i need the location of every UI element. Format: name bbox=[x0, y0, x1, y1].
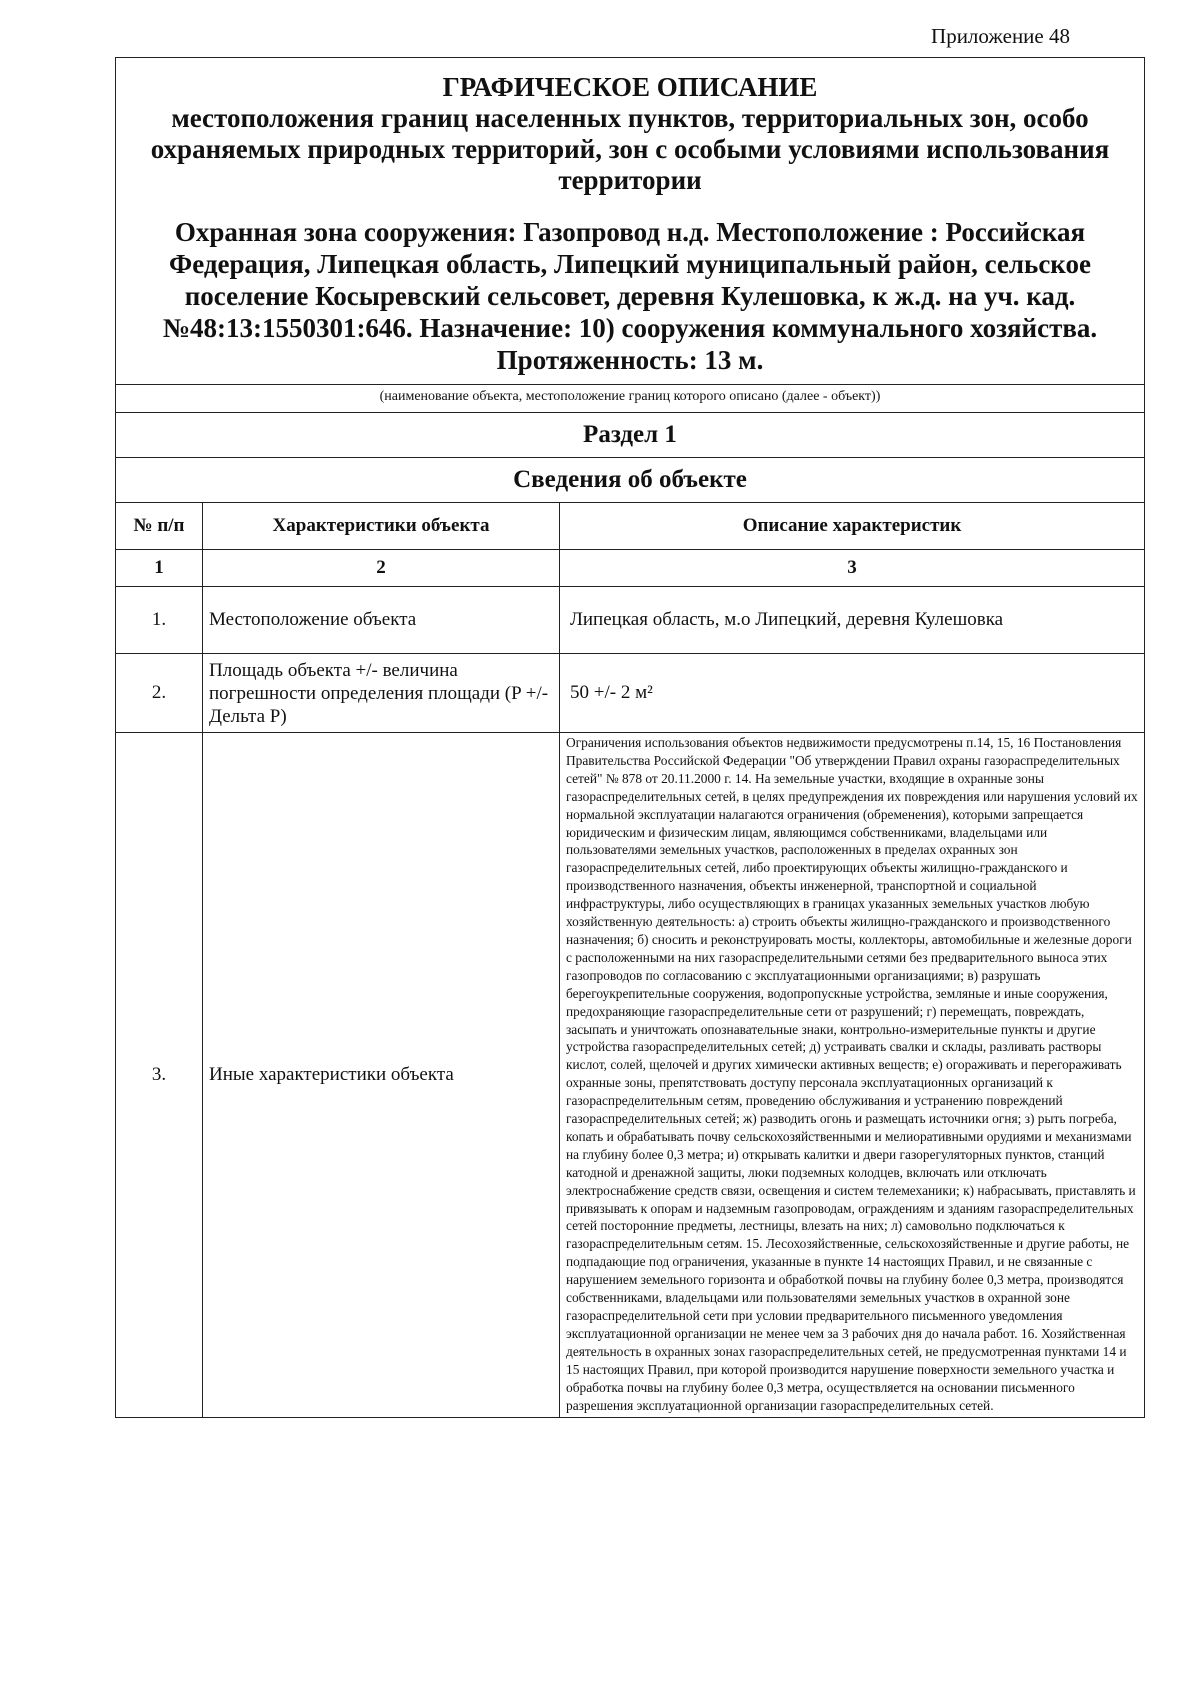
row-characteristic: Иные характеристики объекта bbox=[203, 733, 560, 1418]
section-title: Сведения об объекте bbox=[116, 457, 1144, 502]
row-characteristic: Площадь объекта +/- величина погрешности определения площади (P +/- Дельта P) bbox=[203, 654, 560, 733]
header-number: № п/п bbox=[116, 503, 203, 550]
row-number: 3. bbox=[116, 733, 203, 1418]
table-column-numbers-row bbox=[116, 550, 1144, 587]
column-number-1: 1 bbox=[116, 550, 203, 587]
row-description: Липецкая область, м.о Липецкий, деревня Кулешовка bbox=[560, 587, 1145, 654]
section-label: Раздел 1 bbox=[116, 412, 1144, 457]
column-number-3: 3 bbox=[560, 550, 1145, 587]
column-number-2: 2 bbox=[203, 550, 560, 587]
table-row bbox=[116, 654, 1144, 733]
object-name: Охранная зона сооружения: Газопровод н.д. Местоположение : Российская Федерация, Липецкая область, Липецкий муниципальный район, сельское поселение Косыревский сельсовет, деревня Кулешовка, к ж.д. на уч. кад. №48:13:1550301:646. Назначение: 10) сооружения коммунального хозяйства. Протяженность: 13 м. bbox=[162, 217, 1098, 375]
table-row bbox=[116, 587, 1144, 654]
document-frame bbox=[115, 57, 1145, 1418]
appendix-label: Приложение 48 bbox=[931, 24, 1070, 48]
header-description: Описание характеристик bbox=[560, 503, 1145, 550]
row-number: 1. bbox=[116, 587, 203, 654]
header-block bbox=[116, 58, 1144, 384]
object-info-table bbox=[116, 502, 1144, 1417]
row-description: Ограничения использования объектов недвижимости предусмотрены п.14, 15, 16 Постановления Правительства Российской Федерации "Об утверждении Правил охраны газораспределительных сетей" № 878 от 20.11.2000 г. 14. На земельные участки, входящие в охранные зоны газораспределительных сетей, в целях предупреждения их повреждения или нарушения условий их нормальной эксплуатации налагаются ограничения (обременения), которыми запрещается юридическим и физическим лицам, являющимся собственниками, владельцами или пользователями земельных участков, расположенных в пределах охранных зон газораспределительных сетей, либо проектирующих объекты жилищно-гражданского и производственного назначения, объекты инженерной, транспортной и социальной инфраструктуры, либо осуществляющих в границах указанных земельных участков любую хозяйственную деятельность: а) строить объекты жилищно-гражданского и производственного назначения; б) сносить и реконструировать мосты, коллекторы, автомобильные и железные дороги с расположенными на них газораспределительными сетями без предварительного выноса этих газопроводов по согласованию с эксплуатационными организациями; в) разрушать берегоукрепительные сооружения, водопропускные устройства, земляные и иные сооружения, предохраняющие газораспределительные сети от разрушений; г) перемещать, повреждать, засыпать и уничтожать опознавательные знаки, контрольно-измерительные пункты и другие устройства газораспределительных сетей; д) устраивать свалки и склады, разливать растворы кислот, солей, щелочей и других химически активных веществ; е) огораживать и перегораживать охранные зоны, препятствовать доступу персонала эксплуатационных организаций к газораспределительным сетям, проведению обслуживания и устранению повреждений газораспределительных сетей; ж) разводить огонь и размещать источники огня; з) рыть погреба, копать и обрабатывать почву сельскохозяйственными и мелиоративными орудиями и механизмами на глубину более 0,3 метра; и) открывать калитки и двери газорегуляторных пунктов, станций катодной и дренажной защиты, люки подземных колодцев, включать или отключать электроснабжение средств связи, освещения и систем телемеханики; к) набрасывать, приставлять и привязывать к опорам и надземным газопроводам, ограждениям и зданиям газораспределительных сетей посторонние предметы, лестницы, влезать на них; л) самовольно подключаться к газораспределительным сетям. 15. Лесохозяйственные, сельскохозяйственные и другие работы, не подпадающие под ограничения, указанные в пункте 14 настоящих Правил, и не связанные с нарушением земельного горизонта и обработкой почвы на глубину более 0,3 метра, производятся собственниками, владельцами или пользователями земельных участков в охранной зоне газораспределительной сети при условии предварительного письменного уведомления эксплуатационной организации не менее чем за 3 рабочих дня до начала работ. 16. Хозяйственная деятельность в охранных зонах газораспределительных сетей, не предусмотренная пунктами 14 и 15 настоящих Правил, при которой производится нарушение поверхности земельного участка и обработка почвы на глубину более 0,3 метра, осуществляется на основании письменного разрешения эксплуатационной организации газораспределительных сетей. bbox=[560, 733, 1145, 1418]
document-subtitle: местоположения границ населенных пунктов, территориальных зон, особо охраняемых природных территорий, зон с особыми условиями использования территории bbox=[150, 103, 1110, 195]
row-number: 2. bbox=[116, 654, 203, 733]
document-title: ГРАФИЧЕСКОЕ ОПИСАНИЕ bbox=[442, 72, 818, 102]
row-description: 50 +/- 2 м² bbox=[560, 654, 1145, 733]
table-row bbox=[116, 733, 1144, 1418]
header-characteristic: Характеристики объекта bbox=[203, 503, 560, 550]
table-header-row bbox=[116, 503, 1144, 550]
object-caption: (наименование объекта, местоположение границ которого описано (далее - объект)) bbox=[116, 384, 1144, 412]
row-characteristic: Местоположение объекта bbox=[203, 587, 560, 654]
